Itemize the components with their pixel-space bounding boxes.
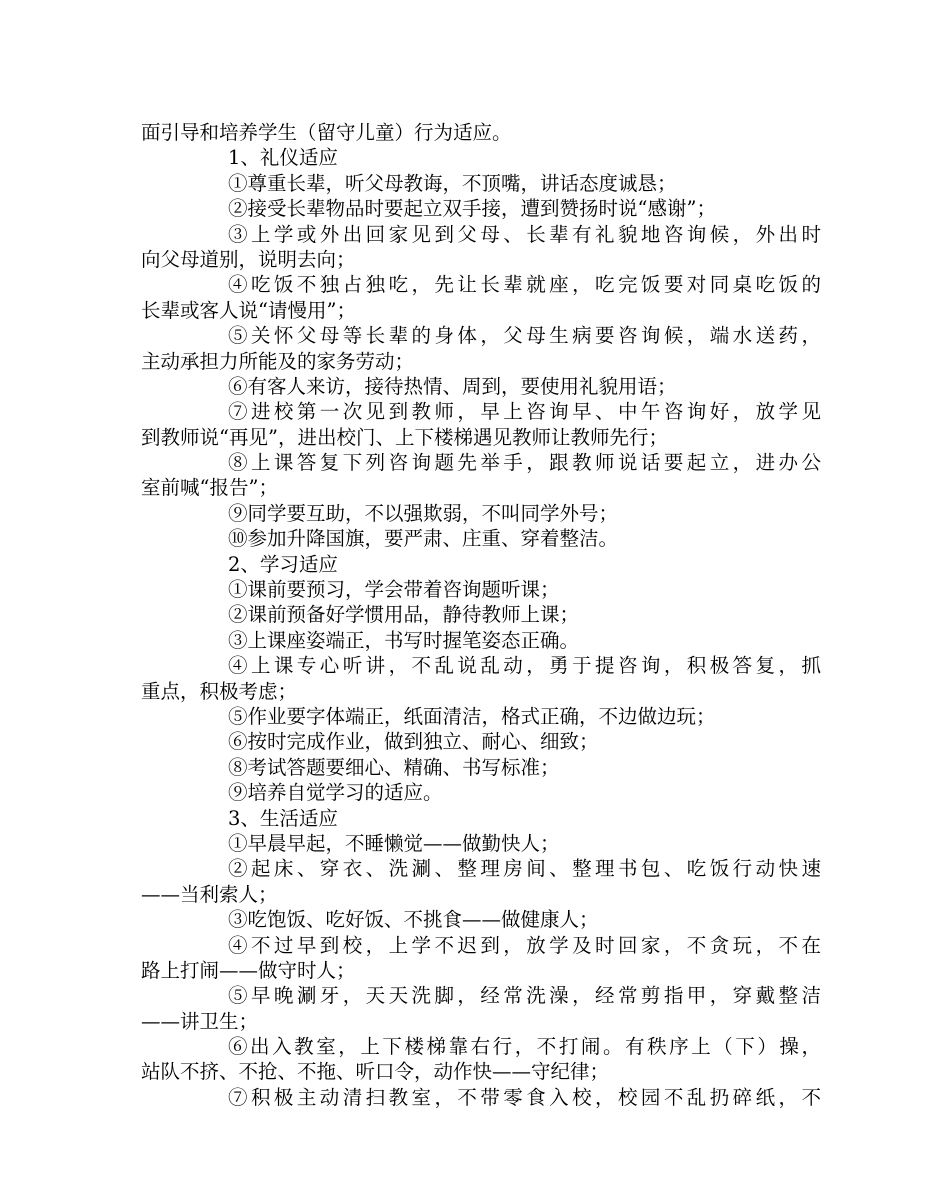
text-line: ①早晨早起，不睡懒觉——做勤快人； [228,831,560,855]
text-line: ⑤作业要字体端正，纸面清洁，格式正确，不边做边玩； [228,704,716,728]
text-line: ⑩参加升降国旗，要严肃、庄重、穿着整洁。 [228,527,619,551]
text-line: 面引导和培养学生（留守儿童）行为适应。 [141,121,512,144]
text-line: 站队不挤、不抢、不拖、听口令，动作快——守纪律； [141,1060,610,1084]
text-line: 主动承担力所能及的家务劳动； [141,349,415,373]
text-line: ⑧上课答复下列咨询题先举手，跟教师说话要起立，进办公 [228,451,821,475]
text-line: 室前喊“报告”； [141,476,278,500]
text-line: 2、学习适应 [228,552,338,576]
text-line: 向父母道别，说明去向； [141,247,356,271]
text-line: ②课前预备好学惯用品，静待教师上课； [228,603,580,627]
text-line: ②接受长辈物品时要起立双手接，遭到赞扬时说“感谢”； [228,197,716,221]
text-line: ①尊重长辈，听父母教诲，不顶嘴，讲话态度诚恳； [228,171,677,195]
text-line: ⑦积极主动清扫教室，不带零食入校，校园不乱扔碎纸，不 [228,1085,821,1109]
text-line: 1、礼仪适应 [228,146,338,170]
text-line: ——当利索人； [141,882,278,906]
text-line: ③上课座姿端正，书写时握笔姿态正确。 [228,628,580,652]
text-line: ⑥按时完成作业，做到独立、耐心、细致； [228,730,599,754]
text-line: ②起床、穿衣、洗涮、整理房间、整理书包、吃饭行动快速 [228,857,821,881]
text-line: ⑦进校第一次见到教师，早上咨询早、中午咨询好，放学见 [228,400,821,424]
text-line: ⑥有客人来访，接待热情、周到，要使用礼貌用语； [228,374,677,398]
text-line: ⑥出入教室，上下楼梯靠右行，不打闹。有秩序上（下）操， [228,1035,821,1059]
text-line: ③上学或外出回家见到父母、长辈有礼貌地咨询候，外出时 [228,222,821,246]
text-line: ⑤关怀父母等长辈的身体，父母生病要咨询候，端水送药， [228,324,821,348]
text-line: ⑧考试答题要细心、精确、书写标准； [228,755,560,779]
text-line: ⑨同学要互助，不以强欺弱，不叫同学外号； [228,501,619,525]
text-line: 3、生活适应 [228,806,338,830]
text-line: ——讲卫生； [141,1009,259,1033]
text-line: ③吃饱饭、吃好饭、不挑食——做健康人； [228,908,599,932]
body-text [141,120,821,1110]
text-line: 重点，积极考虑； [141,679,298,703]
text-line: ①课前要预习，学会带着咨询题听课； [228,578,560,602]
text-line: 到教师说“再见”，进出校门、上下楼梯遇见教师让教师先行； [141,425,668,449]
text-line: ⑤早晚涮牙，天天洗脚，经常洗澡，经常剪指甲，穿戴整洁 [228,984,821,1008]
text-line: ⑨培养自觉学习的适应。 [228,781,443,805]
text-line: ④不过早到校，上学不迟到，放学及时回家，不贪玩，不在 [228,933,821,957]
text-line: 长辈或客人说“请慢用”； [141,298,356,322]
text-line: ④上课专心听讲，不乱说乱动，勇于提咨询，积极答复，抓 [228,654,821,678]
text-line: ④吃饭不独占独吃，先让长辈就座，吃完饭要对同桌吃饭的 [228,273,821,297]
text-line: 路上打闹——做守时人； [141,958,356,982]
